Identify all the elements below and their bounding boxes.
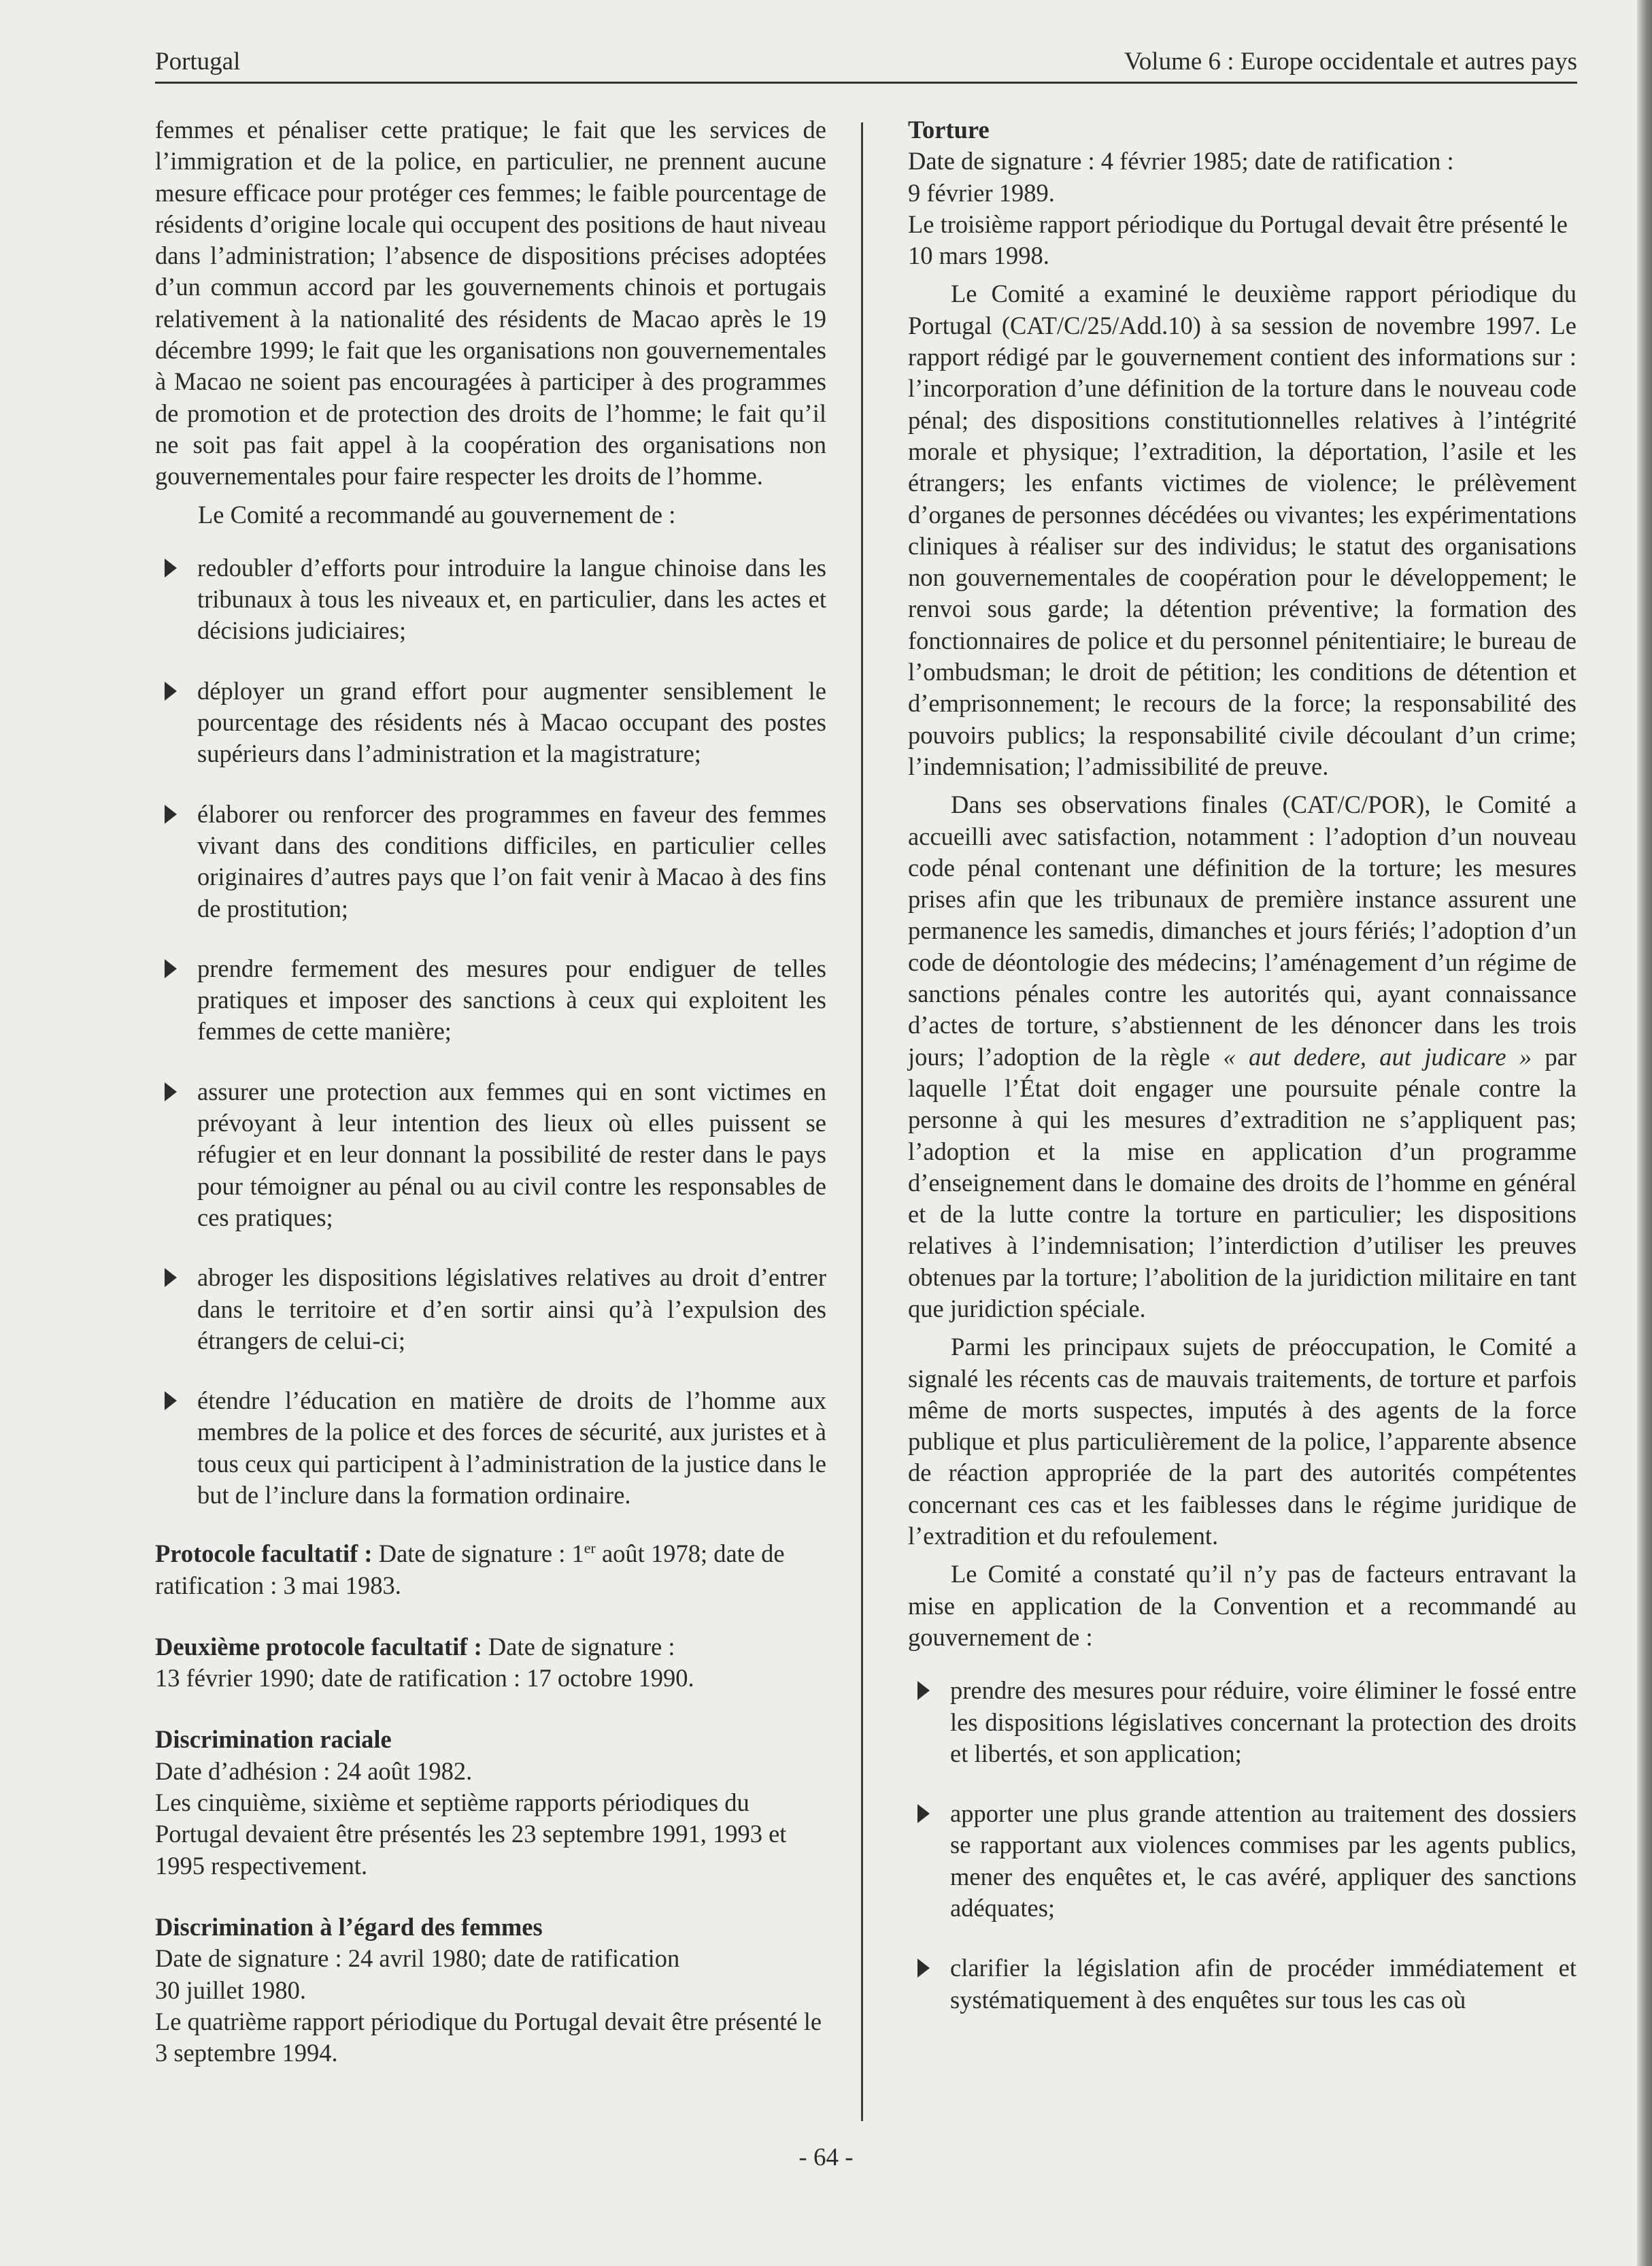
triangle-bullet-icon [917,1959,930,1978]
recommend-intro: Le Comité a recommandé au gouvernement de : [198,500,676,529]
deuxieme-protocole-section [155,1631,826,1695]
triangle-bullet-icon [165,959,177,978]
femmes-title: Discrimination à l’égard des femmes [155,1912,543,1941]
triangle-bullet-icon [165,1391,177,1410]
bullet-item [155,953,826,1048]
deuxieme-title: Deuxième protocole facultatif : [155,1632,482,1661]
paragraph-2-text-b: par laquelle l’État doit engager une poursuite pénale contre la personne à qui les mesures d’extradition ne s’appliquent pas; l’adoption et la mise en application d’un programme d’enseignement dans le domaine des droits de l’homme en général et de la lutte contre la torture en particulier; les dispositions relatives à l’indemnisation; l’interdiction d’utiliser les preuves obtenues par la torture; l’abolition de la juridiction militaire en tant que juridiction spéciale. [908,1042,1577,1322]
bullet-text: apporter une plus grande attention au traitement des dossiers se rapportant aux violences commises par les agents publics, mener des enquêtes et, le cas avéré, appliquer des sanctions adéquates; [950,1799,1577,1922]
femmes-line3: Le quatrième rapport périodique du Portugal devait être présenté le 3 septembre 1994. [155,2007,822,2067]
bullet-item [155,1076,826,1233]
triangle-bullet-icon [917,1804,930,1823]
protocole-text-b: août 1978; date de ratification : 3 mai 1983. [155,1539,785,1599]
left-intro-paragraph: femmes et pénaliser cette pratique; le fait que les services de l’immigration et de la police, en particulier, ne prennent aucune mesure efficace pour protéger ces femmes; le faible pourcentage de résidents d’origine locale qui occupent des positions de haut niveau dans l’administration; l’absence de dispositions précises adoptées d’un commun accord par les gouvernements chinois et portugais relativement à la nationalité des résidents de Macao après le 19 décembre 1999; le fait que les organisations non gouvernementales à Macao ne soient pas encouragées à participer à des programmes de promotion et de protection des droits de l’homme; le fait qu’il ne soit pas fait appel à la coopération des organisations non gouvernementales pour faire respecter les droits de l’homme. [155,116,826,490]
bullet-item [155,799,826,924]
bullet-item [155,1262,826,1356]
header-volume: Volume 6 : Europe occidentale et autres pays [1124,48,1577,76]
raciale-line1: Date d’adhésion : 24 août 1982. [155,1756,473,1785]
protocole-text-a: Date de signature : 1 [372,1539,584,1568]
triangle-bullet-icon [165,682,177,701]
column-divider [861,122,863,2121]
femmes-line2: 30 juillet 1980. [155,1976,307,2004]
bullet-text: élaborer ou renforcer des programmes en faveur des femmes vivant dans des conditions difficiles, en particulier celles originaires d’autres pays que l’on fait venir à Macao à des fins de prostitution; [197,799,826,922]
protocole-superscript: er [584,1539,596,1557]
protocole-facultatif-section [155,1538,826,1601]
bullet-text: assurer une protection aux femmes qui en sont victimes en prévoyant à leur intention des lieux où elles puissent se réfugier et en leur donnant la possibilité de rester dans le pays pour témoigner au pénal ou au civil contre les responsables de ces pratiques; [197,1077,826,1231]
left-column [155,114,826,2069]
raciale-title: Discrimination raciale [155,1725,392,1754]
bullet-text: redoubler d’efforts pour introduire la langue chinoise dans les tribunaux à tous les niveaux et, en particulier, dans les actes et décisions judiciaires; [197,553,826,645]
page-number: - 64 - [798,2144,854,2171]
bullet-item [908,1675,1577,1769]
bullet-text: clarifier la législation afin de procéder immédiatement et systématiquement à des enquêtes sur tous les cas où [950,1954,1577,2014]
bullet-text: abroger les dispositions législatives relatives au droit d’entrer dans le territoire et d’en sortir ainsi qu’à l’expulsion des étrangers de celui-ci; [197,1263,826,1354]
torture-line2: 9 février 1989. [908,178,1055,207]
discrimination-femmes-section [155,1912,826,2069]
bullet-text: prendre des mesures pour réduire, voire éliminer le fossé entre les dispositions législatives concernant la protection des droits et libertés, et son application; [950,1676,1577,1767]
bullet-text: étendre l’éducation en matière de droits de l’homme aux membres de la police et des forces de sécurité, aux juristes et à tous ceux qui participent à l’administration de la justice dans le but de l’inclure dans la formation ordinaire. [197,1386,826,1509]
torture-paragraph-4: Le Comité a constaté qu’il n’y pas de facteurs entravant la mise en application de la Convention et a recommandé au gouvernement de : [908,1560,1577,1651]
bullet-item [155,676,826,770]
triangle-bullet-icon [165,559,177,578]
protocole-title: Protocole facultatif : [155,1539,373,1568]
triangle-bullet-icon [917,1681,930,1700]
page-edge-shadow [1637,0,1652,2266]
running-header [155,39,1577,84]
bullet-item [155,552,826,647]
discrimination-raciale-section [155,1724,826,1881]
torture-line1: Date de signature : 4 février 1985; date de ratification : [908,147,1454,176]
raciale-line2: Les cinquième, sixième et septième rapports périodiques du Portugal devaient être présentés les 23 septembre 1991, 1993 et 1995 respectivement. [155,1788,787,1880]
torture-line3: Le troisième rapport périodique du Portugal devait être présenté le 10 mars 1998. [908,210,1568,270]
triangle-bullet-icon [165,805,177,824]
bullet-item [908,1952,1577,2016]
torture-title: Torture [908,116,990,144]
torture-section [908,114,1577,271]
triangle-bullet-icon [165,1082,177,1101]
bullet-text: déployer un grand effort pour augmenter sensiblement le pourcentage des résidents nés à Macao occupant des postes supérieurs dans l’administration et la magistrature; [197,676,826,768]
bullet-item [908,1798,1577,1924]
paragraph-2-text-a: Dans ses observations finales (CAT/C/POR), le Comité a accueilli avec satisfaction, notamment : l’adoption d’un nouveau code pénal contenant une définition de la torture; les mesures prises afin que les tribunaux de première instance assurent une permanence les samedis, dimanches et jours fériés; l’adoption d’un code de déontologie des médecins; l’aménagement d’un régime de sanctions pénales contre les autorités qui, ayant connaissance d’actes de torture, s’abstiennent de les dénoncer dans les trois jours; l’adoption de la règle [908,790,1577,1071]
triangle-bullet-icon [165,1268,177,1287]
torture-paragraph-1: Le Comité a examiné le deuxième rapport périodique du Portugal (CAT/C/25/Add.10) à sa session de novembre 1997. Le rapport rédigé par le gouvernement contient des informations sur : l’incorporation d’une définition de la torture dans le nouveau code pénal; des dispositions constitutionnelles relatives à l’intégrité morale et physique; l’extradition, la déportation, l’asile et les étrangers; les enfants victimes de violence; le prélèvement d’organes de personnes décédées ou vivantes; les expérimentations cliniques à réaliser sur des individus; le statut des organisations non gouvernementales de coopération pour le développement; le renvoi sous garde; la détention préventive; la formation des fonctionnaires de police et du personnel pénitentiaire; le bureau de l’ombudsman; le droit de pétition; les conditions de détention et d’emprisonnement; le recours de la force; la responsabilité des pouvoirs publics; la responsabilité civile découlant d’un crime; l’indemnisation; l’admissibilité de preuve. [908,280,1577,780]
femmes-line1: Date de signature : 24 avril 1980; date de ratification [155,1944,680,1973]
bullet-item [155,1385,826,1511]
deuxieme-line2: 13 février 1990; date de ratification : 17 octobre 1990. [155,1664,694,1693]
latin-rule: « aut dedere, aut judicare » [1223,1042,1532,1071]
torture-paragraph-2 [908,789,1577,1324]
deuxieme-line1: Date de signature : [482,1632,675,1661]
header-country: Portugal [155,48,241,76]
right-column [908,114,1577,2016]
bullet-text: prendre fermement des mesures pour endiguer de telles pratiques et imposer des sanctions à ceux qui exploitent les femmes de cette manière; [197,954,826,1046]
torture-paragraph-3: Parmi les principaux sujets de préoccupation, le Comité a signalé les récents cas de mauvais traitements, de torture et parfois même de morts suspectes, imputés à des agents de la force publique et plus particulièrement de la police, l’apparente absence de réaction appropriée de la part des autorités compétentes concernant ces cas et les faiblesses dans le régime juridique de l’extradition et du refoulement. [908,1333,1577,1550]
